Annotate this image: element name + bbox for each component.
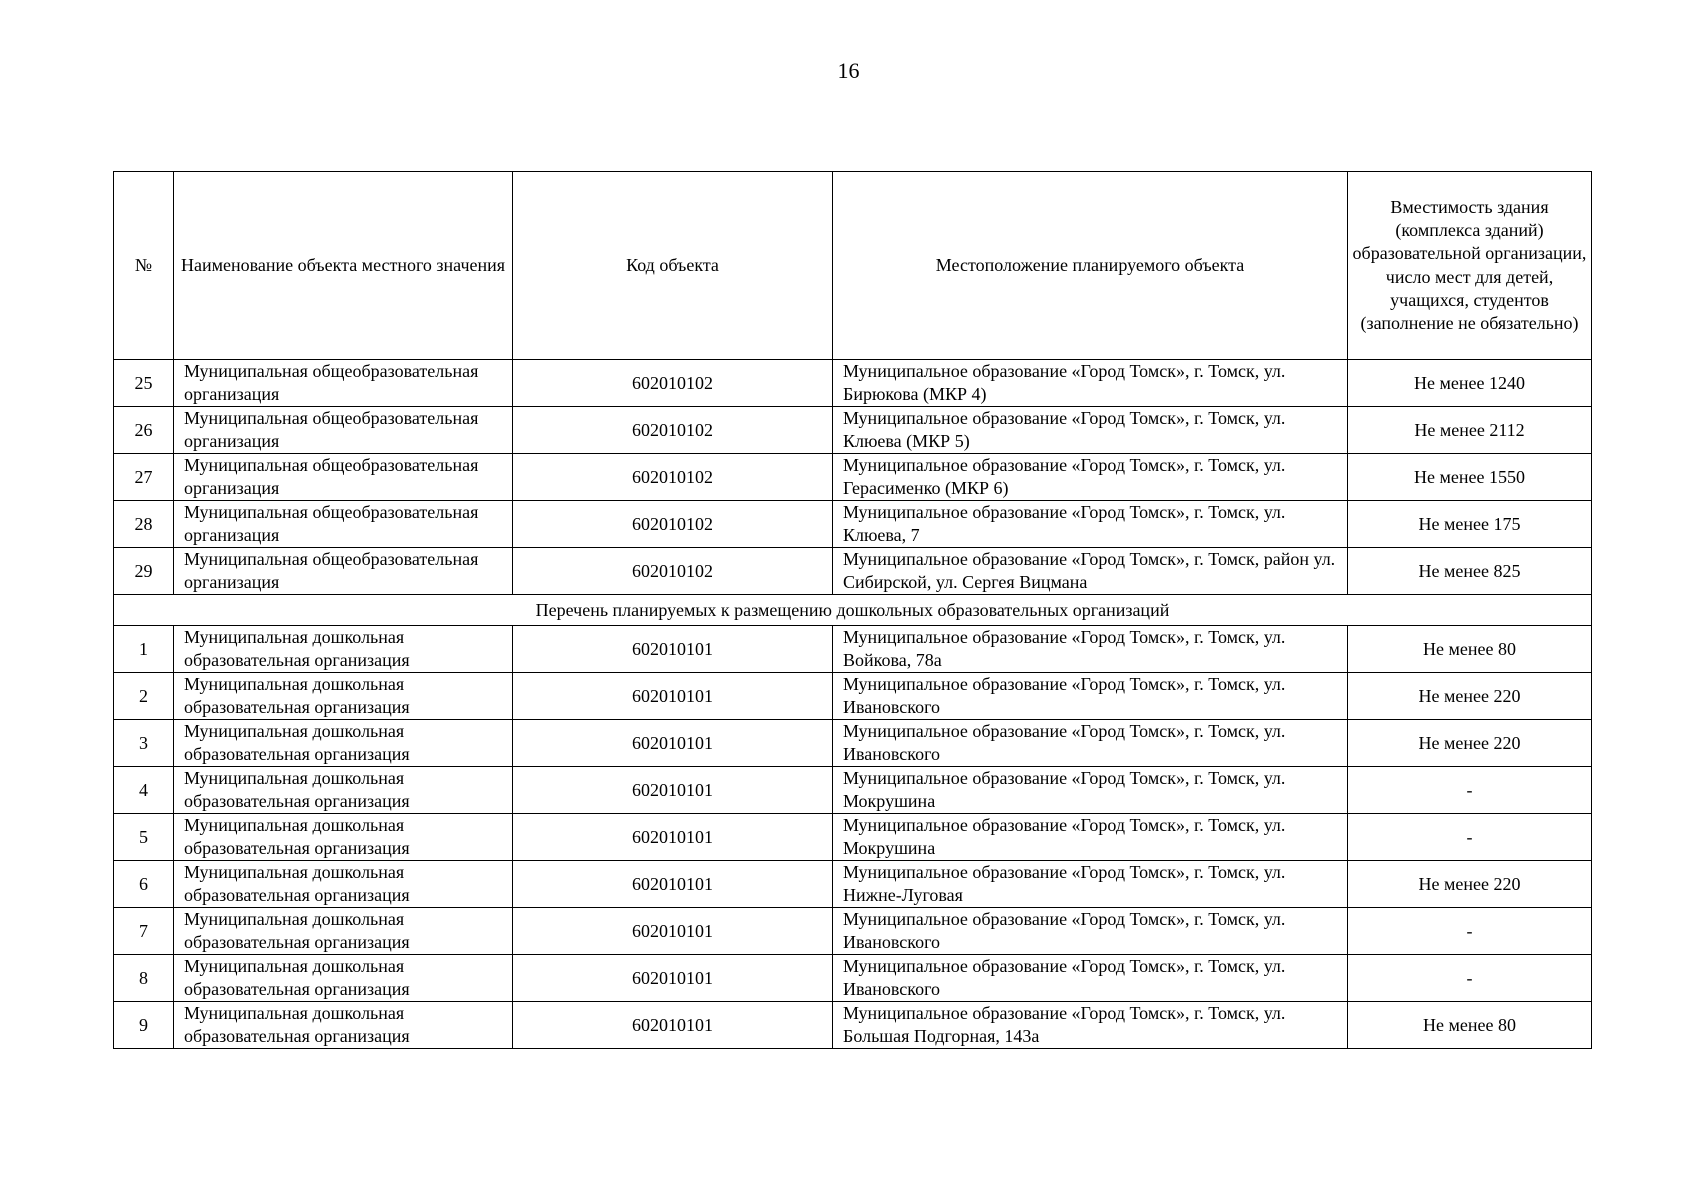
cell-num: 9 (114, 1002, 174, 1049)
cell-location: Муниципальное образование «Город Томск», г. Томск, ул. Нижне-Луговая (833, 861, 1348, 908)
cell-code: 602010102 (513, 360, 833, 407)
table-row (114, 767, 1592, 814)
cell-num: 27 (114, 454, 174, 501)
cell-num: 4 (114, 767, 174, 814)
cell-code: 602010102 (513, 407, 833, 454)
cell-name: Муниципальная дошкольная образовательная организация (174, 720, 513, 767)
cell-capacity: - (1348, 767, 1592, 814)
cell-num: 2 (114, 673, 174, 720)
table-row (114, 861, 1592, 908)
cell-location: Муниципальное образование «Город Томск», г. Томск, ул. Большая Подгорная, 143а (833, 1002, 1348, 1049)
cell-code: 602010102 (513, 454, 833, 501)
cell-num: 7 (114, 908, 174, 955)
cell-code: 602010101 (513, 767, 833, 814)
cell-name: Муниципальная дошкольная образовательная организация (174, 908, 513, 955)
cell-capacity: Не менее 220 (1348, 673, 1592, 720)
cell-code: 602010101 (513, 673, 833, 720)
cell-location: Муниципальное образование «Город Томск», г. Томск, ул. Ивановского (833, 908, 1348, 955)
cell-capacity: - (1348, 955, 1592, 1002)
cell-capacity: Не менее 2112 (1348, 407, 1592, 454)
cell-location: Муниципальное образование «Город Томск», г. Томск, район ул. Сибирской, ул. Сергея Вицмана (833, 548, 1348, 595)
cell-location: Муниципальное образование «Город Томск», г. Томск, ул. Ивановского (833, 673, 1348, 720)
cell-location: Муниципальное образование «Город Томск», г. Томск, ул. Бирюкова (МКР 4) (833, 360, 1348, 407)
cell-num: 28 (114, 501, 174, 548)
cell-location: Муниципальное образование «Город Томск», г. Томск, ул. Герасименко (МКР 6) (833, 454, 1348, 501)
cell-capacity: Не менее 80 (1348, 1002, 1592, 1049)
cell-code: 602010101 (513, 908, 833, 955)
cell-capacity: - (1348, 814, 1592, 861)
section-title: Перечень планируемых к размещению дошкольных образовательных организаций (114, 595, 1592, 626)
cell-code: 602010101 (513, 720, 833, 767)
table-row (114, 407, 1592, 454)
table-row (114, 673, 1592, 720)
table-header-row (114, 172, 1592, 360)
cell-capacity: Не менее 220 (1348, 861, 1592, 908)
table-row (114, 360, 1592, 407)
table-row (114, 626, 1592, 673)
cell-location: Муниципальное образование «Город Томск», г. Томск, ул. Мокрушина (833, 767, 1348, 814)
cell-name: Муниципальная дошкольная образовательная организация (174, 1002, 513, 1049)
cell-code: 602010101 (513, 861, 833, 908)
header-num: № (114, 172, 174, 360)
cell-num: 25 (114, 360, 174, 407)
cell-code: 602010102 (513, 548, 833, 595)
cell-num: 6 (114, 861, 174, 908)
header-code: Код объекта (513, 172, 833, 360)
cell-name: Муниципальная дошкольная образовательная организация (174, 673, 513, 720)
cell-name: Муниципальная общеобразовательная организация (174, 407, 513, 454)
cell-num: 8 (114, 955, 174, 1002)
cell-name: Муниципальная дошкольная образовательная организация (174, 955, 513, 1002)
objects-table (113, 171, 1592, 1049)
cell-num: 29 (114, 548, 174, 595)
cell-name: Муниципальная общеобразовательная организация (174, 548, 513, 595)
cell-name: Муниципальная общеобразовательная организация (174, 501, 513, 548)
cell-code: 602010101 (513, 1002, 833, 1049)
school-rows (114, 360, 1592, 595)
cell-code: 602010101 (513, 955, 833, 1002)
cell-capacity: Не менее 1240 (1348, 360, 1592, 407)
section-row (114, 595, 1592, 626)
cell-capacity: Не менее 220 (1348, 720, 1592, 767)
cell-location: Муниципальное образование «Город Томск», г. Томск, ул. Клюева, 7 (833, 501, 1348, 548)
cell-num: 26 (114, 407, 174, 454)
page-number: 16 (837, 58, 860, 83)
table-row (114, 454, 1592, 501)
cell-name: Муниципальная общеобразовательная организация (174, 454, 513, 501)
table-row (114, 908, 1592, 955)
cell-location: Муниципальное образование «Город Томск», г. Томск, ул. Клюева (МКР 5) (833, 407, 1348, 454)
cell-num: 3 (114, 720, 174, 767)
cell-capacity: - (1348, 908, 1592, 955)
cell-location: Муниципальное образование «Город Томск», г. Томск, ул. Мокрушина (833, 814, 1348, 861)
cell-capacity: Не менее 1550 (1348, 454, 1592, 501)
table-row (114, 955, 1592, 1002)
cell-code: 602010102 (513, 501, 833, 548)
cell-capacity: Не менее 175 (1348, 501, 1592, 548)
section-block (114, 595, 1592, 626)
cell-name: Муниципальная дошкольная образовательная организация (174, 861, 513, 908)
preschool-rows (114, 626, 1592, 1049)
cell-name: Муниципальная дошкольная образовательная организация (174, 814, 513, 861)
cell-name: Муниципальная дошкольная образовательная организация (174, 626, 513, 673)
table-row (114, 720, 1592, 767)
cell-location: Муниципальное образование «Город Томск», г. Томск, ул. Ивановского (833, 955, 1348, 1002)
cell-location: Муниципальное образование «Город Томск», г. Томск, ул. Ивановского (833, 720, 1348, 767)
table-row (114, 1002, 1592, 1049)
cell-num: 5 (114, 814, 174, 861)
cell-name: Муниципальная дошкольная образовательная организация (174, 767, 513, 814)
cell-name: Муниципальная общеобразовательная организация (174, 360, 513, 407)
header-location: Местоположение планируемого объекта (833, 172, 1348, 360)
cell-num: 1 (114, 626, 174, 673)
table-row (114, 501, 1592, 548)
cell-code: 602010101 (513, 814, 833, 861)
cell-code: 602010101 (513, 626, 833, 673)
cell-capacity: Не менее 80 (1348, 626, 1592, 673)
cell-location: Муниципальное образование «Город Томск», г. Томск, ул. Войкова, 78а (833, 626, 1348, 673)
table-row (114, 814, 1592, 861)
header-capacity: Вместимость здания (комплекса зданий) образовательной организации, число мест для детей, учащихся, студентов (заполнение не обязательно) (1348, 172, 1592, 360)
header-name: Наименование объекта местного значения (174, 172, 513, 360)
table-row (114, 548, 1592, 595)
cell-capacity: Не менее 825 (1348, 548, 1592, 595)
